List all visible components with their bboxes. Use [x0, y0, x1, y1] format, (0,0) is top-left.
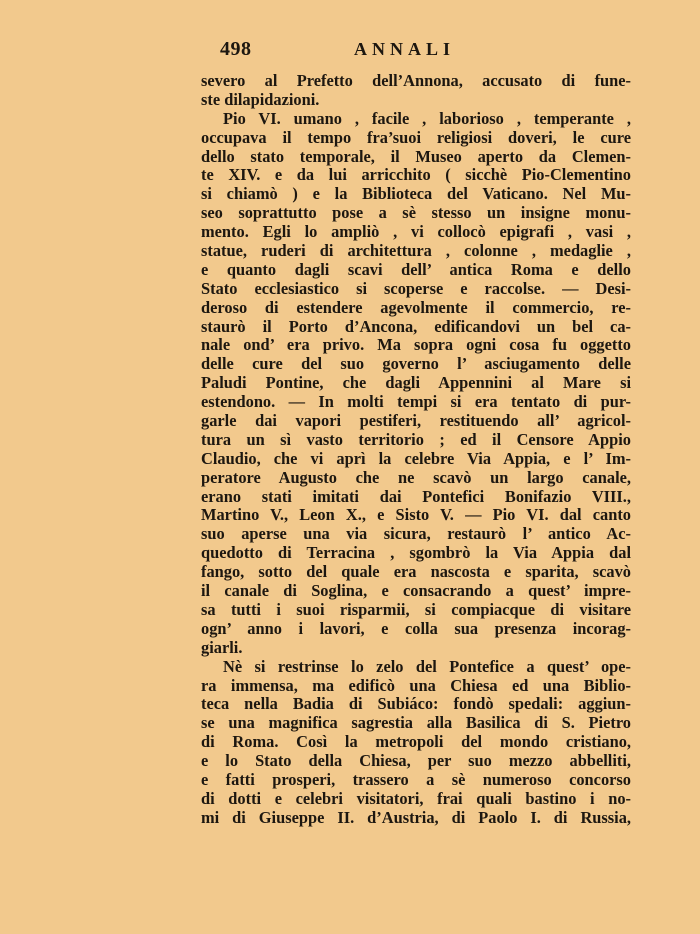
page-number: 498 — [220, 38, 252, 60]
text-line: peratore Augusto che ne scavò un largo canale, — [201, 468, 631, 487]
text-line: seo soprattutto pose a sè stesso un insigne monu- — [201, 204, 631, 223]
text-line: e fatti prosperi, trassero a sè numeroso concorso — [201, 770, 631, 789]
text-line: e lo Stato della Chiesa, per suo mezzo abbelliti, — [201, 752, 631, 771]
text-line: ste dilapidazioni. — [201, 90, 320, 109]
text-line: Martino V., Leon X., e Sisto V. — Pio VI. dal canto — [201, 506, 631, 525]
text-line: ogn’ anno i lavori, e colla sua presenza incorag- — [201, 619, 631, 638]
body-text — [201, 72, 631, 828]
text-line: quedotto di Terracina , sgombrò la Via Appia dal — [201, 544, 631, 563]
text-line: staurò il Porto d’Ancona, edificandovi un bel ca- — [201, 317, 631, 336]
text-line: dello stato temporale, il Museo aperto da Clemen- — [201, 147, 631, 166]
text-line: teca nella Badia di Subiáco: fondò spedali: aggiun- — [201, 695, 631, 714]
text-line: te XIV. e da lui arricchito ( sicchè Pio-Clementino — [201, 166, 631, 185]
text-line: occupava il tempo fra’suoi religiosi doveri, le cure — [201, 128, 631, 147]
text-line: statue, ruderi di architettura , colonne , medaglie , — [201, 242, 631, 261]
text-line: di Roma. Così la metropoli del mondo cristiano, — [201, 733, 631, 752]
text-line: fango, sotto del quale era nascosta e sparita, scavò — [201, 563, 631, 582]
text-line: si chiamò ) e la Biblioteca del Vaticano. Nel Mu- — [201, 185, 631, 204]
text-line: di dotti e celebri visitatori, frai quali bastino i no- — [201, 789, 631, 808]
text-line: erano stati imitati dai Pontefici Bonifazio VIII., — [201, 487, 631, 506]
text-line: nale ond’ era privo. Ma sopra ogni cosa fu oggetto — [201, 336, 631, 355]
text-line: Pio VI. umano , facile , laborioso , temperante , — [223, 109, 631, 128]
text-line: deroso di estendere agevolmente il commercio, re- — [201, 298, 631, 317]
text-line: Paludi Pontine, che dagli Appennini al Mare si — [201, 374, 631, 393]
text-line: suo aperse una via sicura, restaurò l’ antico Ac- — [201, 525, 631, 544]
text-line: severo al Prefetto dell’Annona, accusato di fune- — [201, 72, 631, 90]
text-line: Stato ecclesiastico si scoperse e raccolse. — Desi- — [201, 279, 631, 298]
text-line: mi di Giuseppe II. d’Austria, di Paolo I. di Russia, — [201, 808, 631, 827]
page-header — [220, 38, 640, 64]
text-line: delle cure del suo governo l’ asciugamento delle — [201, 355, 631, 374]
text-line: giarli. — [201, 638, 243, 657]
text-line: garle dai vapori pestiferi, restituendo all’ agricol- — [201, 412, 631, 431]
text-line: Claudio, che vi aprì la celebre Via Appia, e l’ Im- — [201, 449, 631, 468]
text-line: mento. Egli lo ampliò , vi collocò epigrafi , vasi , — [201, 223, 631, 242]
text-line: e quanto dagli scavi dell’ antica Roma e dello — [201, 260, 631, 279]
text-line: ra immensa, ma edificò una Chiesa ed una Biblio- — [201, 676, 631, 695]
text-line: estendono. — In molti tempi si era tentato di pur- — [201, 393, 631, 412]
text-line: il canale di Soglina, e consacrando a quest’ impre- — [201, 582, 631, 601]
text-line: Nè si restrinse lo zelo del Pontefice a quest’ ope- — [223, 657, 631, 676]
text-line: se una magnifica sagrestia alla Basilica di S. Pietro — [201, 714, 631, 733]
running-title: ANNALI — [354, 39, 456, 59]
text-line: sa tutti i suoi risparmii, si compiacque di visitare — [201, 600, 631, 619]
text-line: tura un sì vasto territorio ; ed il Censore Appio — [201, 430, 631, 449]
